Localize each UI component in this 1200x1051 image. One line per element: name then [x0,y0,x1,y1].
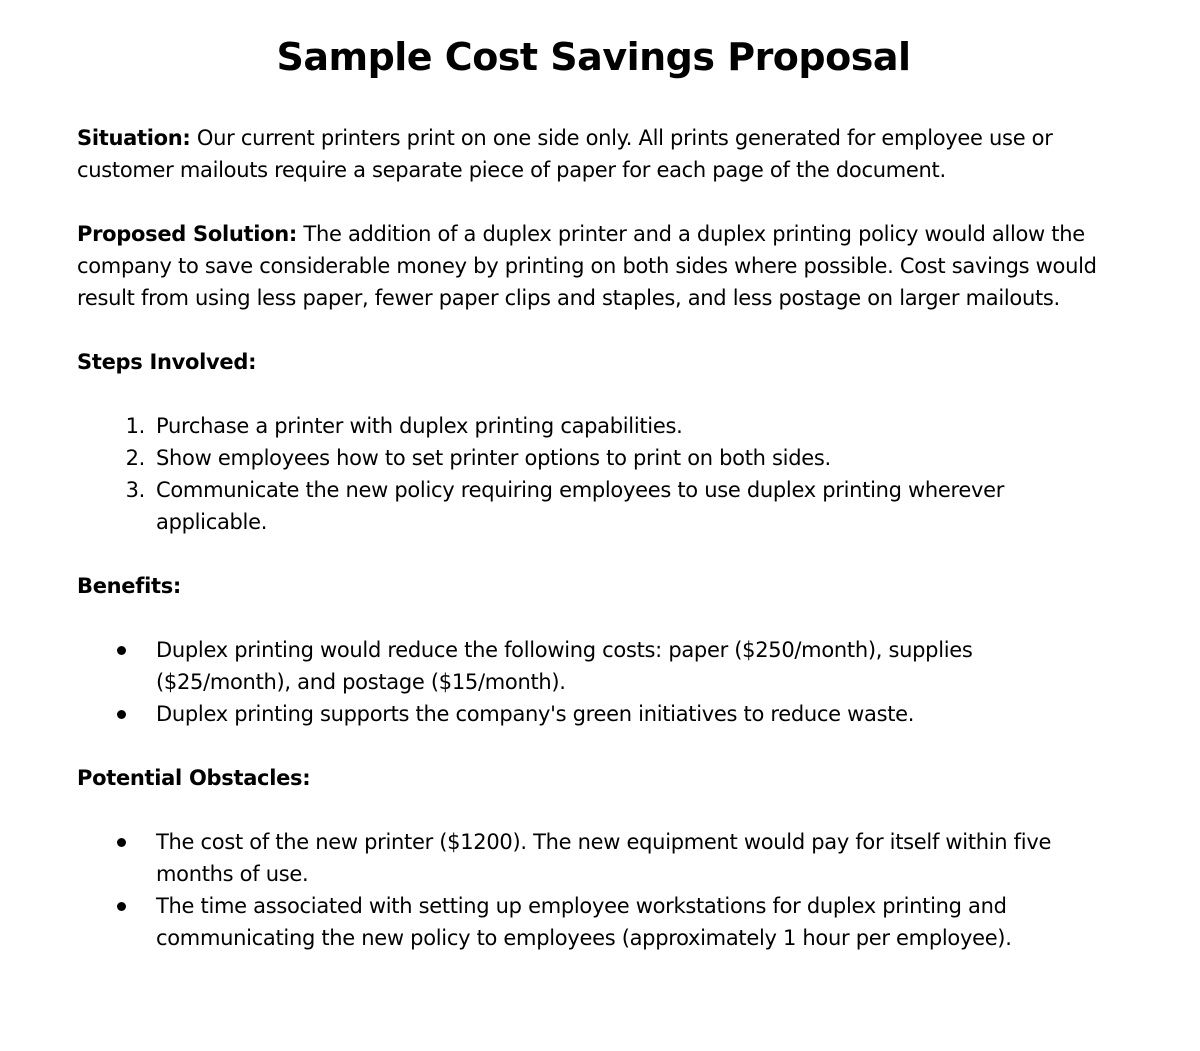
situation-text: Our current printers print on one side only. All prints generated for employee use or customer mailouts require a separate piece of paper for each page of the document. [77,126,1053,182]
step-text: Communicate the new policy requiring employees to use duplex printing wherever applicable. [156,478,1005,534]
proposed-solution-text: The addition of a duplex printer and a duplex printing policy would allow the company to save considerable money by printing on both sides where possible. Cost savings would result from using less paper, fewer paper clips and staples, and less postage on larger mailouts. [77,222,1097,310]
benefits-heading: Benefits: [77,574,182,598]
list-item [77,826,1110,890]
list-item [77,698,1110,730]
step-number: 3. [125,478,145,502]
situation-paragraph [77,122,1110,186]
steps-heading: Steps Involved: [77,350,257,374]
obstacles-heading: Potential Obstacles: [77,766,311,790]
bullet-icon [117,710,126,719]
list-item [77,410,1110,442]
proposed-solution-label: Proposed Solution: [77,222,298,246]
proposed-solution-paragraph [77,218,1110,314]
document-title: Sample Cost Savings Proposal [276,35,911,79]
steps-list [77,410,1110,538]
situation-label: Situation: [77,126,191,150]
list-item [77,442,1110,474]
step-text: Show employees how to set printer options to print on both sides. [156,446,831,470]
step-number: 1. [125,414,145,438]
step-text: Purchase a printer with duplex printing capabilities. [156,414,683,438]
obstacles-list [77,826,1110,954]
obstacle-text: The cost of the new printer ($1200). The new equipment would pay for itself within five months of use. [156,830,1052,886]
bullet-icon [117,838,126,847]
benefits-list [77,634,1110,730]
bullet-icon [117,902,126,911]
step-number: 2. [125,446,145,470]
benefit-text: Duplex printing would reduce the following costs: paper ($250/month), supplies ($25/month), and postage ($15/month). [156,638,973,694]
list-item [77,890,1110,954]
list-item [77,474,1110,538]
obstacle-text: The time associated with setting up employee workstations for duplex printing and communicating the new policy to employees (approximately 1 hour per employee). [156,894,1012,950]
bullet-icon [117,646,126,655]
list-item [77,634,1110,698]
benefit-text: Duplex printing supports the company's green initiatives to reduce waste. [156,702,915,726]
